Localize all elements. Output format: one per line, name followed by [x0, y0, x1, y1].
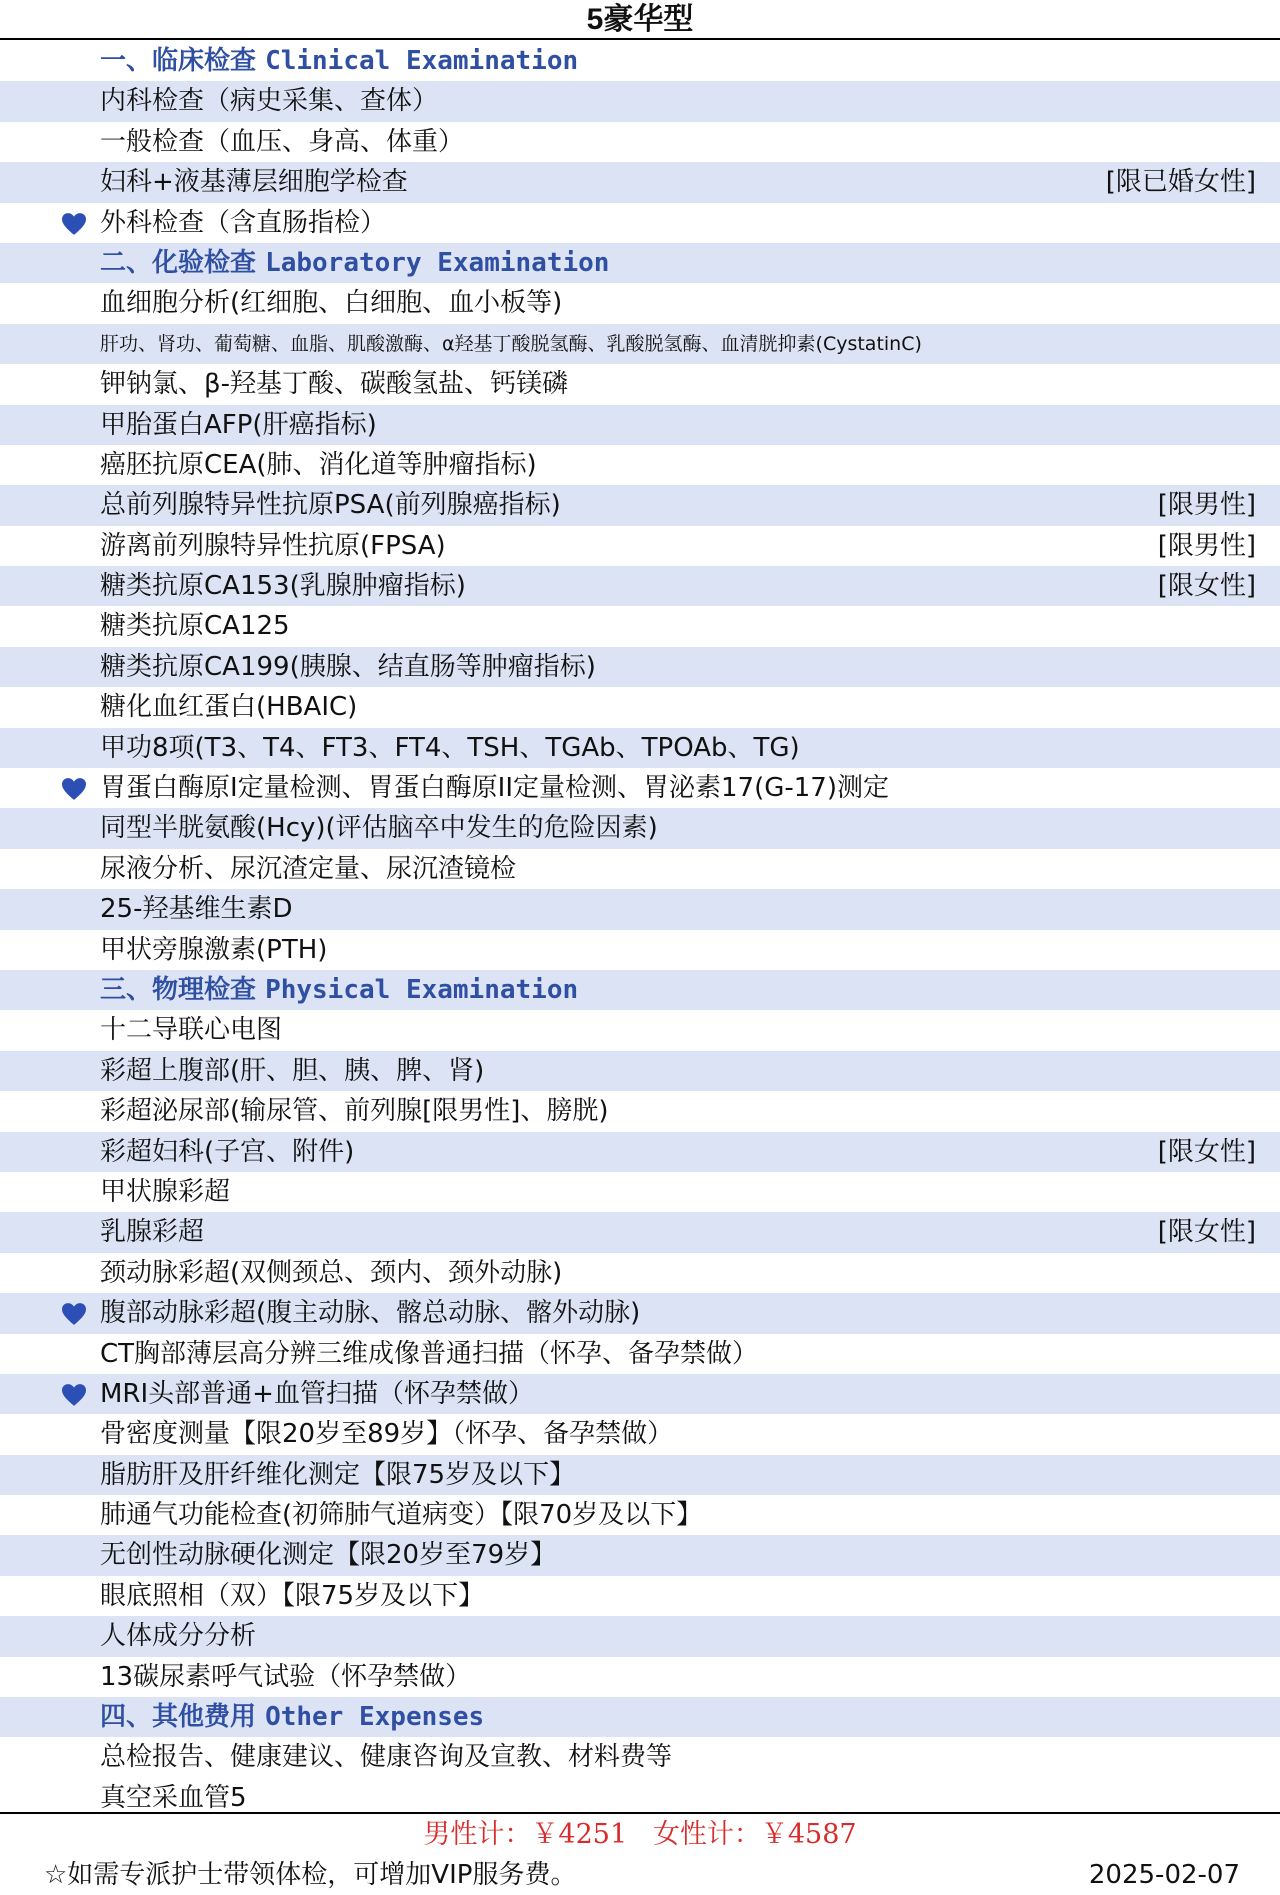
vip-service-note: ☆如需专派护士带领体检，可增加VIP服务费。 — [44, 1860, 577, 1890]
checkup-item-row — [0, 405, 1280, 445]
checkup-item-label — [100, 1455, 575, 1495]
item-text: 糖化血红蛋白(HBAIC) — [100, 692, 358, 723]
section-title-zh: 三、物理检查 — [100, 974, 266, 1005]
checkup-item-label — [100, 1051, 484, 1091]
item-text: 十二导联心电图 — [100, 1015, 283, 1046]
item-text: 尿液分析、尿沉渣定量、尿沉渣镜检 — [100, 853, 517, 884]
item-text: 彩超妇科(子宫、附件) — [100, 1136, 355, 1167]
item-text: 外科检查（含直肠指检） — [100, 207, 387, 238]
item-text: 甲胎蛋白AFP(肝癌指标) — [100, 409, 377, 440]
checkup-item-row — [0, 1334, 1280, 1374]
section-title-en: Other Expenses — [265, 1702, 485, 1733]
checkup-item-label — [100, 889, 293, 929]
item-text: 内科检查（病史采集、查体） — [100, 86, 439, 117]
section-title — [100, 243, 609, 283]
item-text: 游离前列腺特异性抗原(FPSA) — [100, 530, 446, 561]
heart-icon — [60, 777, 88, 801]
title-divider — [0, 38, 1280, 40]
checkup-item-label — [100, 485, 561, 525]
checkup-item-row — [0, 1051, 1280, 1091]
checkup-item-row — [0, 1414, 1280, 1454]
item-text: 骨密度测量【限20岁至89岁】（怀孕、备孕禁做） — [100, 1419, 674, 1450]
item-text: 脂肪肝及肝纤维化测定【限75岁及以下】 — [100, 1459, 576, 1490]
item-text: 25-羟基维生素D — [100, 894, 293, 925]
checkup-item-label — [100, 1737, 672, 1777]
checkup-item-row — [0, 768, 1280, 808]
checkup-item-label — [100, 1414, 673, 1454]
checkup-item-label — [100, 1010, 282, 1050]
checkup-item-label — [100, 1172, 230, 1212]
bottom-divider — [0, 1812, 1280, 1814]
restriction-note: [限男性] — [1157, 490, 1256, 521]
checkup-item-label — [100, 162, 408, 202]
page-title: 5豪华型 — [586, 3, 694, 36]
checkup-item-row — [0, 1132, 1280, 1172]
checkup-item-label — [100, 1616, 256, 1656]
item-text: 真空采血管5 — [100, 1782, 247, 1813]
checkup-item-label — [100, 768, 889, 808]
item-text: 彩超上腹部(肝、胆、胰、脾、肾) — [100, 1055, 485, 1086]
restriction-note: [限已婚女性] — [1105, 167, 1256, 198]
item-text: MRI头部普通+血管扫描（怀孕禁做） — [100, 1378, 534, 1409]
item-text: 甲状旁腺激素(PTH) — [100, 934, 328, 965]
checkup-item-row — [0, 1172, 1280, 1212]
section-title-en: Clinical Examination — [265, 46, 579, 76]
checkup-item-label — [100, 1374, 534, 1414]
checkup-item-label — [100, 324, 922, 364]
checkup-item-row — [0, 687, 1280, 727]
checkup-item-label — [100, 405, 377, 445]
item-text: 糖类抗原CA153(乳腺肿瘤指标) — [100, 571, 466, 602]
checkup-item-row — [0, 445, 1280, 485]
checkup-item-row — [0, 324, 1280, 364]
item-text: 糖类抗原CA199(胰腺、结直肠等肿瘤指标) — [100, 651, 596, 682]
checkup-item-row — [0, 930, 1280, 970]
item-text: 血细胞分析(红细胞、白细胞、血小板等) — [100, 288, 563, 319]
item-text: 人体成分分析 — [100, 1621, 257, 1652]
checkup-item-row — [0, 1374, 1280, 1414]
checkup-item-label — [100, 1293, 640, 1333]
checkup-item-row — [0, 889, 1280, 929]
checkup-item-row — [0, 647, 1280, 687]
checkup-item-row — [0, 1616, 1280, 1656]
item-text: 总检报告、健康建议、健康咨询及宣教、材料费等 — [100, 1742, 673, 1773]
checkup-item-label — [100, 1495, 702, 1535]
section-title-zh: 二、化验检查 — [100, 247, 266, 278]
checkup-item-label — [100, 122, 464, 162]
checkup-item-row — [0, 1455, 1280, 1495]
checkup-item-row — [0, 122, 1280, 162]
restriction-note: [限女性] — [1157, 1217, 1256, 1248]
checkup-item-label — [100, 445, 537, 485]
price-totals: 男性计：￥4251 女性计：￥4587 — [423, 1819, 857, 1850]
checkup-item-label — [100, 687, 357, 727]
checkup-item-label — [100, 728, 800, 768]
checkup-item-label — [100, 1576, 484, 1616]
checkup-item-row — [0, 1576, 1280, 1616]
checkup-item-label — [100, 1253, 562, 1293]
checkup-item-row — [0, 566, 1280, 606]
checkup-item-label — [100, 566, 466, 606]
checkup-item-label — [100, 526, 446, 566]
heart-icon — [60, 1302, 88, 1326]
checkup-item-row — [0, 1010, 1280, 1050]
item-text: 妇科+液基薄层细胞学检查 — [100, 167, 408, 198]
section-title — [100, 41, 578, 81]
item-text: 彩超泌尿部(输尿管、前列腺[限男性]、膀胱) — [100, 1096, 609, 1127]
item-text: 腹部动脉彩超(腹主动脉、髂总动脉、髂外动脉) — [100, 1298, 641, 1329]
checkup-item-label — [100, 1535, 556, 1575]
checkup-item-label — [100, 81, 438, 121]
checkup-item-label — [100, 1212, 204, 1252]
package-date: 2025-02-07 — [1088, 1860, 1240, 1890]
section-header — [0, 970, 1280, 1010]
item-text: 颈动脉彩超(双侧颈总、颈内、颈外动脉) — [100, 1257, 563, 1288]
section-title-zh: 一、临床检查 — [100, 46, 266, 76]
checkup-item-row — [0, 162, 1280, 202]
checkup-item-list — [0, 41, 1280, 1818]
checkup-item-row — [0, 1737, 1280, 1777]
checkup-item-label — [100, 1132, 354, 1172]
checkup-item-row — [0, 1495, 1280, 1535]
checkup-item-label — [100, 808, 658, 848]
item-text: 一般检查（血压、身高、体重） — [100, 126, 465, 157]
checkup-item-row — [0, 606, 1280, 646]
checkup-item-row — [0, 526, 1280, 566]
section-title — [100, 1697, 484, 1737]
item-text: 糖类抗原CA125 — [100, 611, 290, 642]
item-text: 无创性动脉硬化测定【限20岁至79岁】 — [100, 1540, 557, 1571]
item-text: 13碳尿素呼气试验（怀孕禁做） — [100, 1661, 472, 1692]
checkup-item-row — [0, 364, 1280, 404]
checkup-item-row — [0, 1091, 1280, 1131]
checkup-item-row — [0, 485, 1280, 525]
checkup-item-row — [0, 849, 1280, 889]
checkup-item-row — [0, 728, 1280, 768]
checkup-item-row — [0, 203, 1280, 243]
item-text: 钾钠氯、β-羟基丁酸、碳酸氢盐、钙镁磷 — [100, 369, 568, 400]
checkup-item-row — [0, 1535, 1280, 1575]
item-text: 乳腺彩超 — [100, 1217, 205, 1248]
checkup-item-row — [0, 1657, 1280, 1697]
checkup-item-label — [100, 203, 386, 243]
checkup-item-label — [100, 1657, 471, 1697]
checkup-item-row — [0, 1212, 1280, 1252]
section-title-en: Physical Examination — [265, 974, 579, 1005]
checkup-item-label — [100, 283, 562, 323]
checkup-item-label — [100, 930, 327, 970]
checkup-item-row — [0, 1293, 1280, 1333]
restriction-note: [限男性] — [1157, 530, 1256, 561]
checkup-item-label — [100, 1334, 758, 1374]
item-text: 同型半胱氨酸(Hcy)(评估脑卒中发生的危险因素) — [100, 813, 658, 844]
section-title — [100, 970, 578, 1010]
item-text: 肺通气功能检查(初筛肺气道病变）【限70岁及以下】 — [100, 1500, 703, 1531]
item-text: 癌胚抗原CEA(肺、消化道等肿瘤指标) — [100, 449, 537, 480]
section-header — [0, 243, 1280, 283]
checkup-item-label — [100, 849, 516, 889]
checkup-item-label — [100, 647, 596, 687]
checkup-item-label — [100, 1091, 609, 1131]
checkup-item-row — [0, 1253, 1280, 1293]
item-text: CT胸部薄层高分辨三维成像普通扫描（怀孕、备孕禁做） — [100, 1338, 759, 1369]
section-title-zh: 四、其他费用 — [100, 1702, 266, 1733]
item-text: 胃蛋白酶原I定量检测、胃蛋白酶原II定量检测、胃泌素17(G-17)测定 — [100, 773, 889, 804]
heart-icon — [60, 212, 88, 236]
section-title-en: Laboratory Examination — [265, 247, 610, 278]
restriction-note: [限女性] — [1157, 1136, 1256, 1167]
restriction-note: [限女性] — [1157, 571, 1256, 602]
item-text: 甲状腺彩超 — [100, 1176, 231, 1207]
checkup-item-row — [0, 81, 1280, 121]
item-text: 眼底照相（双）【限75岁及以下】 — [100, 1580, 485, 1611]
checkup-item-row — [0, 808, 1280, 848]
heart-icon — [60, 1383, 88, 1407]
item-text: 肝功、肾功、葡萄糖、血脂、肌酸激酶、α羟基丁酸脱氢酶、乳酸脱氢酶、血清胱抑素(CystatinC) — [100, 332, 922, 355]
checkup-item-label — [100, 364, 568, 404]
item-text: 甲功8项(T3、T4、FT3、FT4、TSH、TGAb、TPOAb、TG) — [100, 732, 800, 763]
checkup-item-row — [0, 283, 1280, 323]
section-header — [0, 41, 1280, 81]
checkup-item-label — [100, 606, 290, 646]
item-text: 总前列腺特异性抗原PSA(前列腺癌指标) — [100, 490, 561, 521]
section-header — [0, 1697, 1280, 1737]
